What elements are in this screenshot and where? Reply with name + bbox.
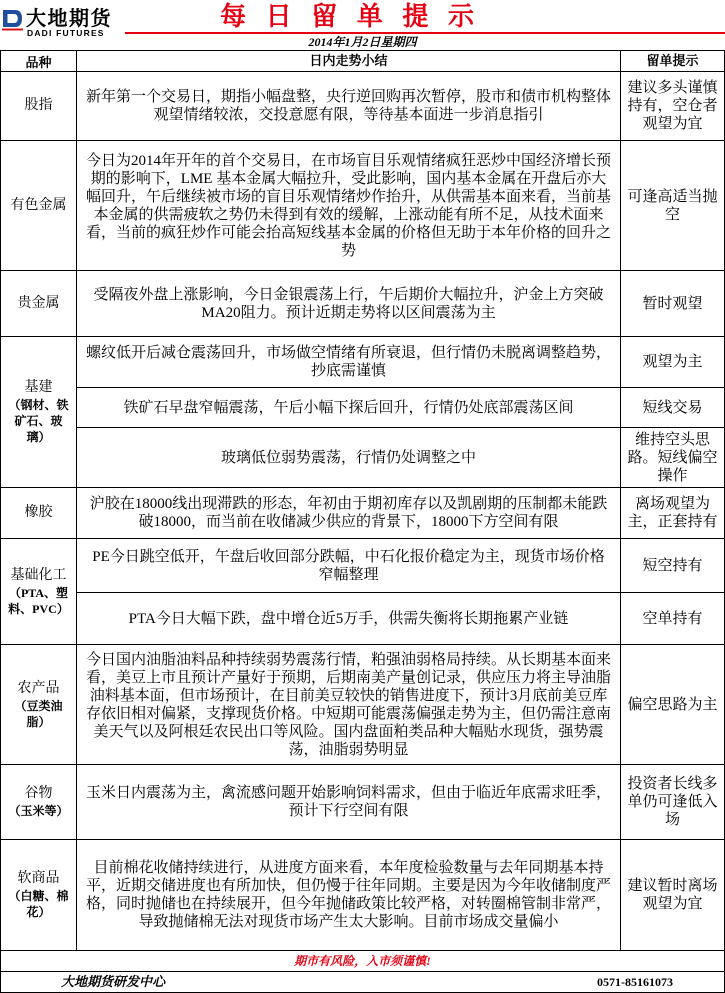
category-name: 股指 <box>24 98 53 113</box>
subrow-group <box>77 72 724 140</box>
summary-text: PE今日跳空低开，午盘后收回部分跌幅，中石化报价稳定为主，现货市场价格窄幅整理 <box>92 548 605 583</box>
summary-text: 今日国内油脂油料品种持续弱势震荡行情，粕强油弱格局持续。从长期基本面来看，美豆上市且预计产量好于预期，后期南美产量创记录，供应压力将主导油脂油料基本面，但市场预计，在目前美豆较快的销售进度下，预计3月底前美豆库存依旧相对偏紧，支撑现货价格。中短期可能震荡偏强走势为主，但仍需注意南美天气以及阿根廷农民出口等风险。国内盘面粕类品种大幅贴水现货，强势震荡，油脂弱势明显 <box>85 651 611 758</box>
table-row <box>77 271 724 336</box>
advice-cell <box>621 645 724 764</box>
table-row <box>77 72 724 140</box>
summary-cell <box>77 271 621 336</box>
summary-text: 铁矿石早盘窄幅震荡，午后小幅下探后回升，行情仍处底部震荡区间 <box>123 399 574 416</box>
risk-warning: 期市有风险，入市须谨慎! <box>0 951 725 972</box>
category-cell <box>1 645 77 764</box>
advice-text: 可逢高适当抛空 <box>627 188 718 223</box>
table-row <box>77 488 724 538</box>
row-infrastructure <box>1 337 724 488</box>
category-subtitle: （豆类油脂） <box>14 698 63 729</box>
summary-text: 受隔夜外盘上涨影响，今日金银震荡上行，午后期价大幅拉升，沪金上方突破MA20阻力。预计近期走势将以区间震荡为主 <box>93 286 604 321</box>
dadi-futures-emblem-icon <box>2 8 23 31</box>
summary-cell <box>77 539 621 592</box>
table-row <box>77 337 724 388</box>
advice-text: 偏空思路为主 <box>627 696 718 713</box>
advice-cell <box>621 840 724 950</box>
advice-cell <box>621 141 724 270</box>
summary-cell <box>77 72 621 140</box>
category-cell <box>1 141 77 270</box>
row-basic-chemicals <box>1 539 724 645</box>
subrow-group <box>77 271 724 336</box>
logo-name-cn: 大地期货 <box>26 6 112 30</box>
footer-phone: 0571-85161073 <box>597 975 673 989</box>
subrow-group <box>77 645 724 764</box>
summary-text: 玉米日内震荡为主，禽流感问题开始影响饲料需求，但由于临近年底需求旺季，预计下行空间有限 <box>85 785 611 819</box>
summary-text: 目前棉花收储持续进行，从进度方面来看，本年度检验数量与去年同期基本持平，近期交储进度也有所加快，但仍慢于往年同期。主要是因为今年收储制度严格，同时抛储也在持续展开，但今年抛储政策比较严格，对转圈棉管制非常严，导致抛储棉无法对现货市场产生太大影响。目前市场成交量偏小 <box>85 860 611 930</box>
table-row <box>77 645 724 764</box>
category-name: 基础化工 <box>10 567 67 583</box>
table-row <box>77 840 724 950</box>
advice-text: 短空持有 <box>642 557 703 574</box>
category-subtitle: （玉米等） <box>8 804 69 818</box>
row-soft-commodities <box>1 840 724 951</box>
summary-cell <box>77 488 621 538</box>
summary-cell <box>77 428 621 487</box>
advice-cell <box>621 593 724 644</box>
advice-text: 离场观望为主，正套持有 <box>627 496 718 530</box>
table-row <box>77 388 724 428</box>
summary-cell <box>77 645 621 764</box>
advice-cell <box>621 539 724 592</box>
recommendation-table <box>0 50 725 951</box>
table-row <box>77 428 724 487</box>
category-cell <box>1 72 77 140</box>
category-subtitle: （PTA、塑料、PVC） <box>8 585 69 616</box>
category-cell <box>1 488 77 538</box>
category-name: 谷物 <box>24 786 53 801</box>
advice-cell <box>621 428 724 487</box>
logo-name-en: DADI FUTURES <box>27 28 105 38</box>
category-cell <box>1 539 77 644</box>
category-subtitle: （白糖、棉花） <box>8 889 69 919</box>
summary-text: PTA今日大幅下跌，盘中增仓近5万手，供需失衡将长期拖累产业链 <box>128 610 569 627</box>
advice-cell <box>621 765 724 839</box>
advice-cell <box>621 488 724 538</box>
summary-cell <box>77 388 621 427</box>
subrow-group <box>77 141 724 270</box>
category-name: 有色金属 <box>10 197 67 213</box>
row-grains <box>1 765 724 840</box>
company-logo <box>2 6 122 38</box>
summary-cell <box>77 141 621 270</box>
advice-text: 建议暂时离场观望为宜 <box>627 878 718 912</box>
summary-text: 沪胶在18000线出现滞跌的形态，年初由于期初库存以及凯剧期的压制都未能跌破18000，而当前在收储减少供应的背景下，18000下方空间有限 <box>89 496 608 530</box>
category-name: 贵金属 <box>17 295 60 311</box>
advice-text: 空单持有 <box>642 610 703 627</box>
row-rubber <box>1 488 724 539</box>
column-header-variety: 品种 <box>1 51 77 71</box>
row-nonferrous-metals <box>1 141 724 271</box>
summary-cell <box>77 840 621 950</box>
column-header-advice: 留单提示 <box>646 53 699 68</box>
row-precious-metals <box>1 271 724 337</box>
summary-text: 新年第一个交易日，期指小幅盘整，央行逆回购再次暂停，股市和债市机构整体观望情绪较浓，交投意愿有限，等待基本面进一步消息指引 <box>85 89 611 123</box>
category-name: 农产品 <box>17 680 60 696</box>
category-name: 橡胶 <box>24 505 53 520</box>
table-row <box>77 765 724 839</box>
advice-text: 观望为主 <box>642 354 703 370</box>
category-name: 基建 <box>24 380 53 395</box>
table-header-row <box>1 51 724 72</box>
subrow-group <box>77 840 724 950</box>
category-name: 软商品 <box>17 871 60 886</box>
summary-text: 玻璃低位弱势震荡，行情仍处调整之中 <box>220 449 476 466</box>
category-cell <box>1 271 77 336</box>
table-row <box>77 593 724 644</box>
subrow-group <box>77 539 724 644</box>
title-divider <box>125 32 725 34</box>
advice-cell <box>621 271 724 336</box>
report-date: 2014年1月2日星期四 <box>308 35 417 49</box>
subrow-group <box>77 765 724 839</box>
row-stock-index <box>1 72 724 141</box>
advice-cell <box>621 388 724 427</box>
report-title: 每 日 留 单 提 示 <box>220 2 474 31</box>
subrow-group <box>77 337 724 487</box>
advice-text: 投资者长线多单仍可逢低入场 <box>627 776 718 828</box>
summary-cell <box>77 593 621 644</box>
advice-text: 维持空头思路。短线偏空操作 <box>627 431 718 484</box>
table-row <box>77 539 724 593</box>
footer-bar <box>0 972 725 993</box>
advice-text: 短线交易 <box>642 399 703 416</box>
category-cell <box>1 840 77 950</box>
summary-cell <box>77 337 621 387</box>
subrow-group <box>77 488 724 538</box>
category-cell <box>1 765 77 839</box>
row-agricultural-products <box>1 645 724 765</box>
category-cell <box>1 337 77 487</box>
advice-cell <box>621 72 724 140</box>
summary-text: 螺纹低开后减仓震荡回升，市场做空情绪有所衰退，但行情仍未脱离调整趋势，抄底需谨慎 <box>85 345 611 379</box>
advice-text: 建议多头谨慎持有，空仓者观望为宜 <box>627 80 718 132</box>
footer-department: 大地期货研发中心 <box>61 974 166 989</box>
advice-cell <box>621 337 724 387</box>
table-row <box>77 141 724 270</box>
column-header-summary: 日内走势小结 <box>77 51 621 71</box>
summary-text: 今日为2014年开年的首个交易日，在市场盲目乐观情绪疯狂恶炒中国经济增长预期的影响下，LME 基本金属大幅拉升，受此影响，国内基本金属在开盘后亦大幅回升，午后继续被市场的盲目乐观情绪炒作抬升，从供需基本面来看，当前基本金属的供需疲软之势仍未得到有效的缓解，上涨动能有所不足，从技术面来看，当前的疯狂炒作可能会抬高短线基本金属的价格但无助于本年价格的回升之势 <box>85 152 611 259</box>
advice-text: 暂时观望 <box>642 295 703 312</box>
summary-cell <box>77 765 621 839</box>
category-subtitle: （钢材、铁矿石、玻璃） <box>8 398 69 444</box>
